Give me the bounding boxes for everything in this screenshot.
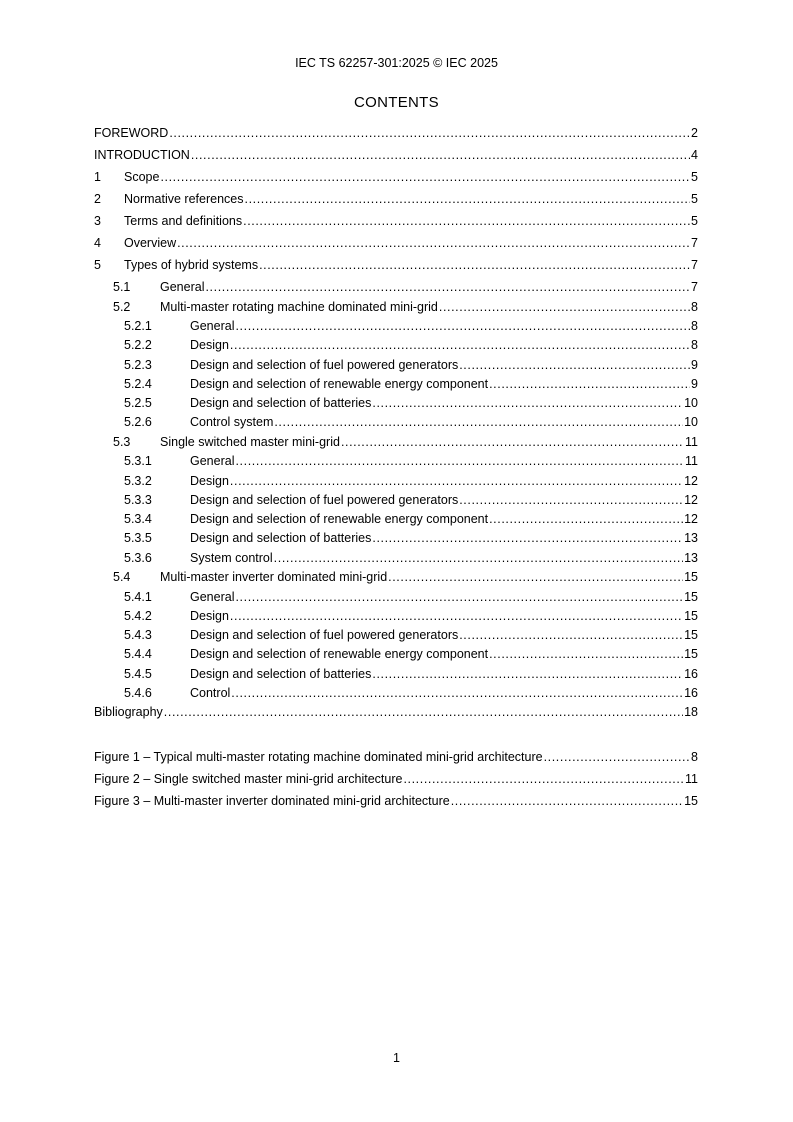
toc-entry-title: Design and selection of renewable energy component — [190, 512, 489, 527]
toc-entry-title: Control — [190, 686, 231, 701]
toc-entry-number: 5.3.1 — [124, 454, 152, 469]
toc-entry-number: 5.3 — [113, 434, 131, 449]
toc-entry-page: 7 — [691, 258, 698, 272]
toc-entry-number: 5.3.3 — [124, 492, 152, 507]
dot-leader — [160, 169, 690, 185]
toc-entry[interactable] — [94, 414, 698, 433]
toc-entry-title: Design and selection of fuel powered generators — [190, 492, 459, 507]
page-title: CONTENTS — [354, 94, 439, 111]
toc-entry-title: Design and selection of batteries — [190, 666, 372, 681]
toc-entry-page: 12 — [684, 492, 698, 507]
dot-leader — [230, 608, 683, 624]
toc-entry-page: 12 — [684, 512, 698, 527]
toc-entry[interactable] — [94, 376, 698, 395]
toc-entry[interactable] — [94, 395, 698, 414]
dot-leader — [230, 473, 683, 489]
toc-entry-title: Multi-master rotating machine dominated mini-grid — [160, 299, 438, 314]
toc-entry-title: Design — [190, 338, 229, 353]
dot-leader — [489, 646, 683, 662]
toc-entry-title: Scope — [124, 170, 160, 184]
dot-leader — [235, 589, 683, 605]
toc-entry-title: Design and selection of batteries — [190, 531, 372, 546]
toc-entry-title: Normative references — [124, 192, 244, 206]
toc-entry-title: Design — [190, 608, 229, 623]
dot-leader — [372, 395, 683, 411]
toc-entry-title: Design and selection of fuel powered generators — [190, 628, 459, 643]
dot-leader — [235, 318, 690, 334]
dot-leader — [274, 550, 683, 566]
toc-entry-page: 11 — [685, 772, 698, 786]
toc-entry[interactable] — [94, 550, 698, 569]
toc-entry[interactable] — [94, 337, 698, 356]
dot-leader — [177, 235, 690, 251]
dot-leader — [459, 357, 690, 373]
toc-entry-number: 3 — [94, 214, 101, 228]
toc-entry-title: Terms and definitions — [124, 214, 243, 228]
toc-entry[interactable] — [94, 569, 698, 589]
document-header: IEC TS 62257-301:2025 © IEC 2025 — [295, 56, 498, 70]
toc-entry-title: General — [190, 319, 235, 333]
toc-entry[interactable] — [94, 125, 698, 147]
toc-entry-number: 5.2.1 — [124, 319, 152, 333]
toc-entry-page: 18 — [684, 705, 698, 720]
toc-entry[interactable] — [94, 530, 698, 549]
toc-entry[interactable] — [94, 704, 698, 726]
dot-leader — [372, 530, 683, 546]
toc-entry-title: Multi-master inverter dominated mini-grid — [160, 570, 388, 585]
toc-entry-page: 16 — [684, 686, 698, 701]
toc-entry-title: Control system — [190, 415, 274, 430]
dot-leader — [274, 414, 683, 430]
toc-entry-page: 16 — [684, 666, 698, 681]
toc-entry-page: 10 — [684, 396, 698, 411]
toc-entry-number: 5.3.2 — [124, 473, 152, 488]
toc-entry-page: 15 — [684, 628, 698, 643]
toc-entry-page: 5 — [691, 192, 698, 206]
toc-entry[interactable] — [94, 434, 698, 454]
toc-entry[interactable] — [94, 473, 698, 492]
toc-entry-title: Design and selection of batteries — [190, 396, 372, 411]
toc-entry-page: 15 — [684, 647, 698, 662]
toc-entry-number: 5.4.3 — [124, 628, 152, 643]
toc-entry-title: Bibliography — [94, 705, 163, 720]
toc-entry-number: 5.2.4 — [124, 376, 152, 391]
dot-leader — [259, 257, 690, 273]
toc-entry-title: Types of hybrid systems — [124, 258, 259, 272]
toc-entry[interactable] — [94, 147, 698, 169]
dot-leader — [372, 666, 683, 682]
toc-entry-page: 8 — [691, 319, 698, 333]
toc-entry-page: 12 — [684, 473, 698, 488]
toc-entry-page: 11 — [685, 454, 698, 469]
toc-entry-page: 13 — [684, 550, 698, 565]
dot-leader — [245, 191, 691, 207]
table-of-contents — [94, 125, 698, 726]
toc-entry-page: 11 — [685, 434, 698, 449]
dot-leader — [544, 749, 690, 765]
toc-entry-title: General — [160, 280, 205, 294]
toc-entry[interactable] — [94, 235, 698, 257]
dot-leader — [388, 569, 683, 585]
toc-entry[interactable] — [94, 257, 698, 279]
dot-leader — [230, 337, 690, 353]
toc-entry-page: 2 — [691, 126, 698, 140]
toc-entry[interactable] — [94, 453, 698, 472]
toc-entry-title: INTRODUCTION — [94, 148, 190, 162]
toc-entry[interactable] — [94, 318, 698, 337]
toc-entry[interactable] — [94, 492, 698, 511]
toc-entry-number: 5.4.4 — [124, 647, 152, 662]
toc-entry-title: Design — [190, 473, 229, 488]
toc-entry-page: 8 — [691, 299, 698, 314]
toc-entry-number: 5.4.5 — [124, 666, 152, 681]
toc-entry-number: 2 — [94, 192, 101, 206]
toc-entry-page: 13 — [684, 531, 698, 546]
toc-entry-title: General — [190, 589, 235, 604]
figure-entry[interactable] — [94, 771, 698, 793]
toc-entry[interactable] — [94, 685, 698, 704]
toc-entry[interactable] — [94, 191, 698, 213]
toc-entry-title: Design and selection of fuel powered generators — [190, 357, 459, 372]
dot-leader — [191, 147, 690, 163]
toc-entry-number: 5.2.6 — [124, 415, 152, 430]
toc-entry-number: 5.2.2 — [124, 338, 152, 353]
toc-entry-title: Figure 1 – Typical multi-master rotating machine dominated mini-grid architecture — [94, 750, 543, 764]
toc-entry-page: 5 — [691, 214, 698, 228]
toc-entry-title: Design and selection of renewable energy component — [190, 376, 489, 391]
toc-entry-page: 5 — [691, 170, 698, 184]
toc-entry-page: 15 — [684, 608, 698, 623]
toc-entry-number: 5.3.5 — [124, 531, 152, 546]
toc-entry-number: 5.2.3 — [124, 357, 152, 372]
toc-entry-page: 4 — [691, 148, 698, 162]
dot-leader — [243, 213, 690, 229]
toc-entry-number: 5.1 — [113, 280, 131, 294]
toc-entry[interactable] — [94, 646, 698, 665]
toc-entry-page: 7 — [691, 280, 698, 294]
toc-entry-page: 9 — [691, 376, 698, 391]
dot-leader — [403, 771, 684, 787]
toc-entry-title: Single switched master mini-grid — [160, 434, 340, 449]
dot-leader — [341, 434, 684, 450]
dot-leader — [459, 627, 683, 643]
figure-entry[interactable] — [94, 793, 698, 815]
toc-entry[interactable] — [94, 357, 698, 376]
toc-entry[interactable] — [94, 511, 698, 530]
toc-entry-number: 5.3.4 — [124, 512, 152, 527]
toc-entry[interactable] — [94, 279, 698, 299]
toc-entry-number: 5.2.5 — [124, 396, 152, 411]
dot-leader — [169, 125, 690, 141]
dot-leader — [439, 299, 690, 315]
toc-entry-number: 5.4.2 — [124, 608, 152, 623]
toc-entry-number: 5 — [94, 258, 101, 272]
toc-entry-number: 5.4.1 — [124, 589, 152, 604]
toc-entry[interactable] — [94, 299, 698, 319]
toc-entry[interactable] — [94, 608, 698, 627]
toc-entry-page: 9 — [691, 357, 698, 372]
toc-entry-title: Design and selection of renewable energy component — [190, 647, 489, 662]
dot-leader — [489, 376, 690, 392]
toc-entry-number: 5.3.6 — [124, 550, 152, 565]
dot-leader — [489, 511, 683, 527]
toc-entry-page: 15 — [684, 794, 698, 808]
toc-entry-title: Overview — [124, 236, 177, 250]
figure-entry[interactable] — [94, 749, 698, 771]
toc-entry-number: 5.4 — [113, 570, 131, 585]
toc-entry-title: Figure 2 – Single switched master mini-grid architecture — [94, 772, 403, 786]
toc-entry-page: 15 — [684, 589, 698, 604]
dot-leader — [231, 685, 683, 701]
toc-entry-number: 1 — [94, 170, 101, 184]
toc-entry-page: 10 — [684, 415, 698, 430]
toc-entry-number: 5.2 — [113, 299, 131, 314]
toc-entry-title: Figure 3 – Multi-master inverter dominated mini-grid architecture — [94, 794, 450, 808]
dot-leader — [451, 793, 683, 809]
toc-entry-title: General — [190, 454, 235, 469]
toc-entry-title: System control — [190, 550, 273, 565]
toc-entry[interactable] — [94, 666, 698, 685]
page-number: 1 — [393, 1051, 400, 1065]
toc-entry-page: 7 — [691, 236, 698, 250]
toc-entry-title: FOREWORD — [94, 126, 169, 140]
dot-leader — [164, 704, 683, 720]
toc-entry-page: 15 — [684, 570, 698, 585]
toc-entry-page: 8 — [691, 338, 698, 353]
list-of-figures — [94, 749, 698, 815]
dot-leader — [459, 492, 683, 508]
toc-entry[interactable] — [94, 213, 698, 235]
toc-entry-number: 4 — [94, 236, 101, 250]
toc-entry-page: 8 — [691, 750, 698, 764]
toc-entry[interactable] — [94, 169, 698, 191]
toc-entry[interactable] — [94, 627, 698, 646]
toc-entry[interactable] — [94, 589, 698, 608]
toc-entry-number: 5.4.6 — [124, 686, 152, 701]
dot-leader — [235, 453, 684, 469]
dot-leader — [205, 279, 690, 295]
